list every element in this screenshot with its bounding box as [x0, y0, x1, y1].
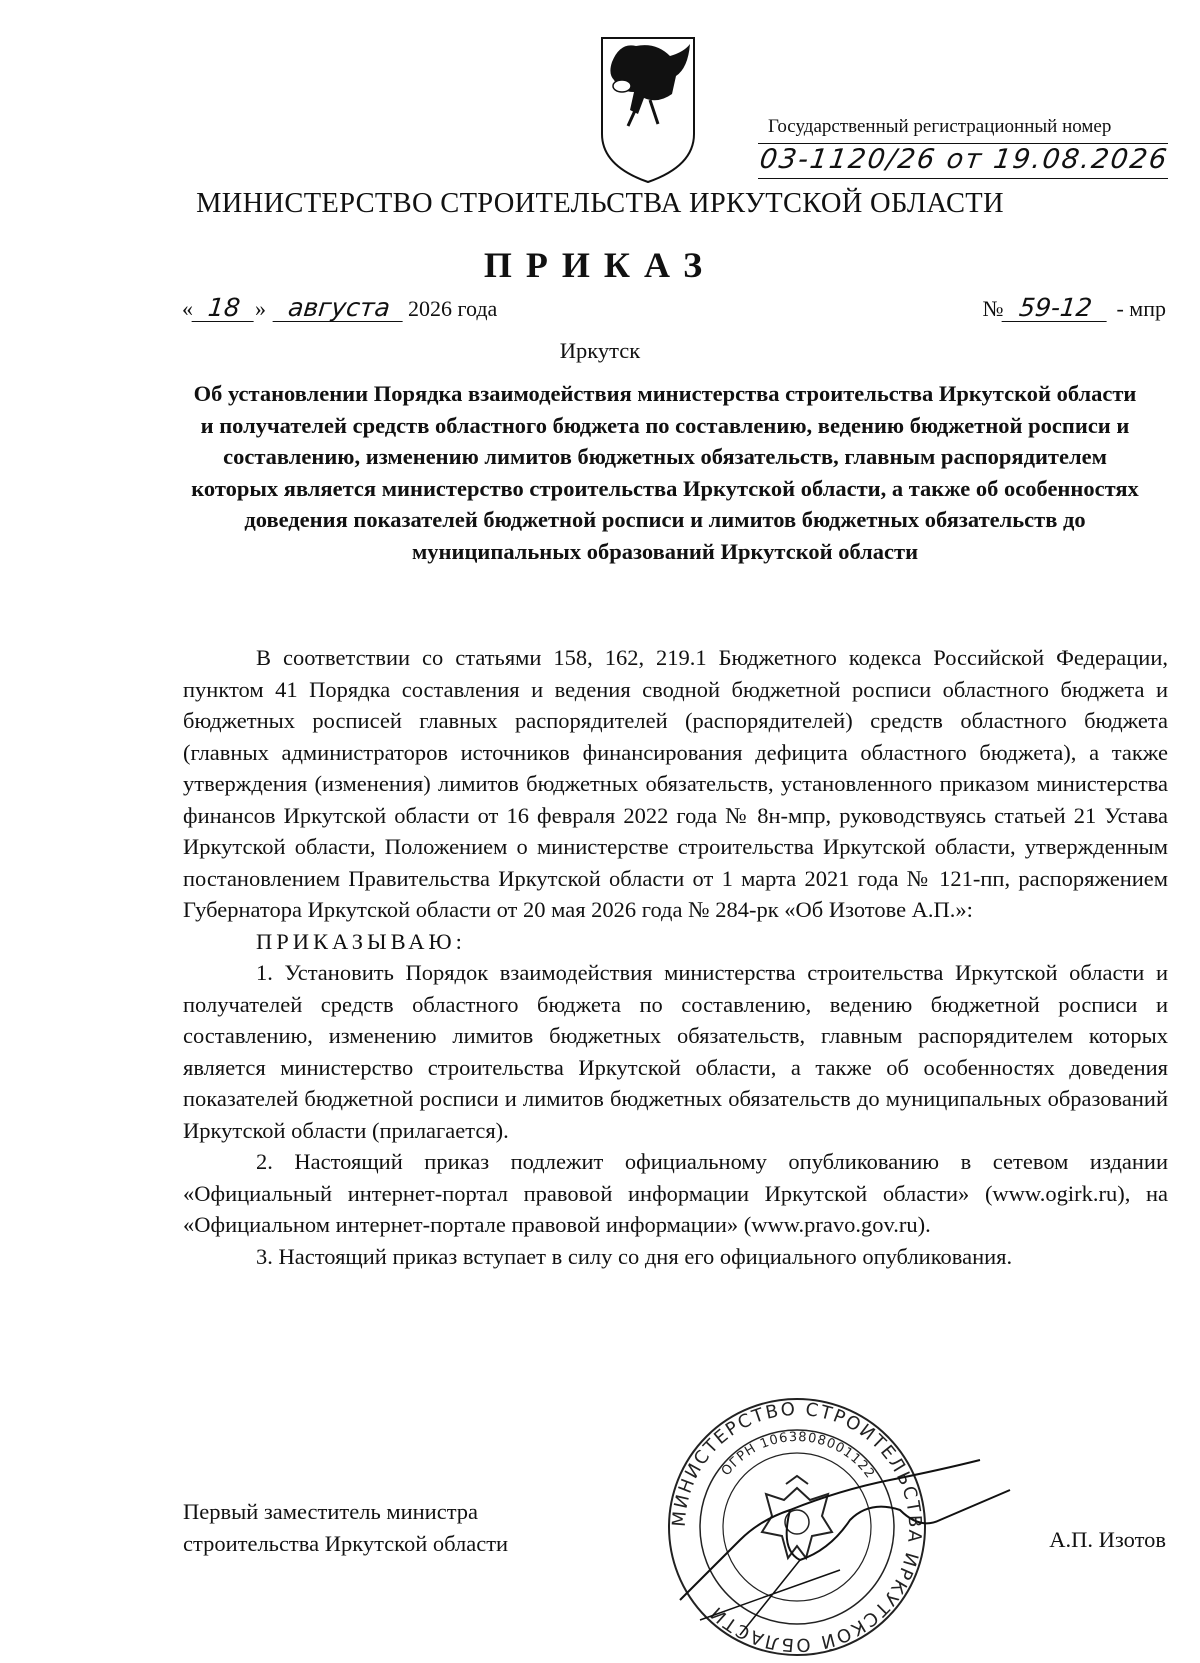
- order-item-1: 1. Установить Порядок взаимодействия министерства строительства Иркутской области и получателей средств областного бюджета по составлению, ведению бюджетной росписи и составлению, изменению лимитов бюджетных обязательств, главным распорядителем которых является министерство строительства Иркутской области, а также об особенностях доведения показателей бюджетной росписи и лимитов бюджетных обязательств до муниципальных образований Иркутской области (прилагается).: [183, 960, 1168, 1143]
- signer-name: А.П. Изотов: [1049, 1527, 1166, 1552]
- registration-underline: [758, 178, 1168, 179]
- coat-of-arms-emblem: [598, 34, 698, 186]
- date-month: августа: [273, 295, 406, 322]
- number-prefix: №: [982, 296, 1004, 321]
- preamble-paragraph: В соответствии со статьями 158, 162, 219.1 Бюджетного кодекса Российской Федерации, пунктом 41 Порядка составления и ведения сводной бюджетной росписи областного бюджета и бюджетных росписей главных распорядителей (распорядителей) средств областного бюджета (главных администраторов источников финансирования дефицита областного бюджета), а также утверждения (изменения) лимитов бюджетных обязательств, установленного приказом министерства финансов Иркутской области от 16 февраля 2022 года № 8н-мпр, руководствуясь статьей 21 Устава Иркутской области, Положением о министерстве строительства Иркутской области, утвержденным постановлением Правительства Иркутской области от 1 марта 2021 года № 121-пп, распоряжением Губернатора Иркутской области от 20 мая 2026 года № 284-рк «Об Изотове А.П.»:: [183, 645, 1168, 922]
- document-title: Об установлении Порядка взаимодействия министерства строительства Иркутской области и получателей средств областного бюджета по составлению, ведению бюджетной росписи и составлению, изменению лимитов бюджетных обязательств, главным распорядителем которых является министерство строительства Иркутской области, а также об особенностях доведения показателей бюджетной росписи и лимитов бюджетных обязательств до муниципальных образований Иркутской области: [191, 381, 1139, 564]
- stamp-outer-text: МИНИСТЕРСТВО СТРОИТЕЛЬСТВА ИРКУТСКОЙ ОБЛАСТИ: [668, 1398, 926, 1656]
- document-type-heading: ПРИКАЗ: [483, 245, 717, 285]
- order-word: ПРИКАЗЫВАЮ:: [256, 928, 466, 954]
- document-body: [183, 642, 1168, 1272]
- date-open-quote: «: [182, 296, 193, 321]
- handwritten-signature: [640, 1450, 1030, 1640]
- city: Иркутск: [559, 338, 641, 363]
- document-number: [982, 295, 1166, 322]
- registration-label: Государственный регистрационный номер: [768, 116, 1112, 137]
- date-day: 18: [192, 295, 257, 322]
- registration-number: 03-1120/26 от 19.08.2026: [757, 144, 1171, 175]
- document-date: [182, 295, 497, 322]
- number-value: 59-12: [1002, 295, 1110, 322]
- ministry-name: МИНИСТЕРСТВО СТРОИТЕЛЬСТВА ИРКУТСКОЙ ОБЛАСТИ: [196, 188, 1004, 219]
- signer-position-line1: Первый заместитель министра: [183, 1499, 479, 1524]
- date-year: 2026 года: [408, 296, 498, 321]
- stamp-inner-text: ОГРН 1063808001122: [718, 1429, 878, 1482]
- signer-position-line2: строительства Иркутской области: [183, 1530, 509, 1556]
- number-suffix: - мпр: [1116, 296, 1166, 321]
- signer-position: [183, 1496, 508, 1559]
- order-item-3: 3. Настоящий приказ вступает в силу со дня его официального опубликования.: [256, 1243, 1013, 1269]
- date-close-quote: »: [255, 296, 266, 321]
- order-item-2: 2. Настоящий приказ подлежит официальному опубликованию в сетевом издании «Официальный интернет-портал правовой информации Иркутской области» (www.ogirk.ru), на «Официальном интернет-портале правовой информации» (www.pravo.gov.ru).: [183, 1149, 1168, 1237]
